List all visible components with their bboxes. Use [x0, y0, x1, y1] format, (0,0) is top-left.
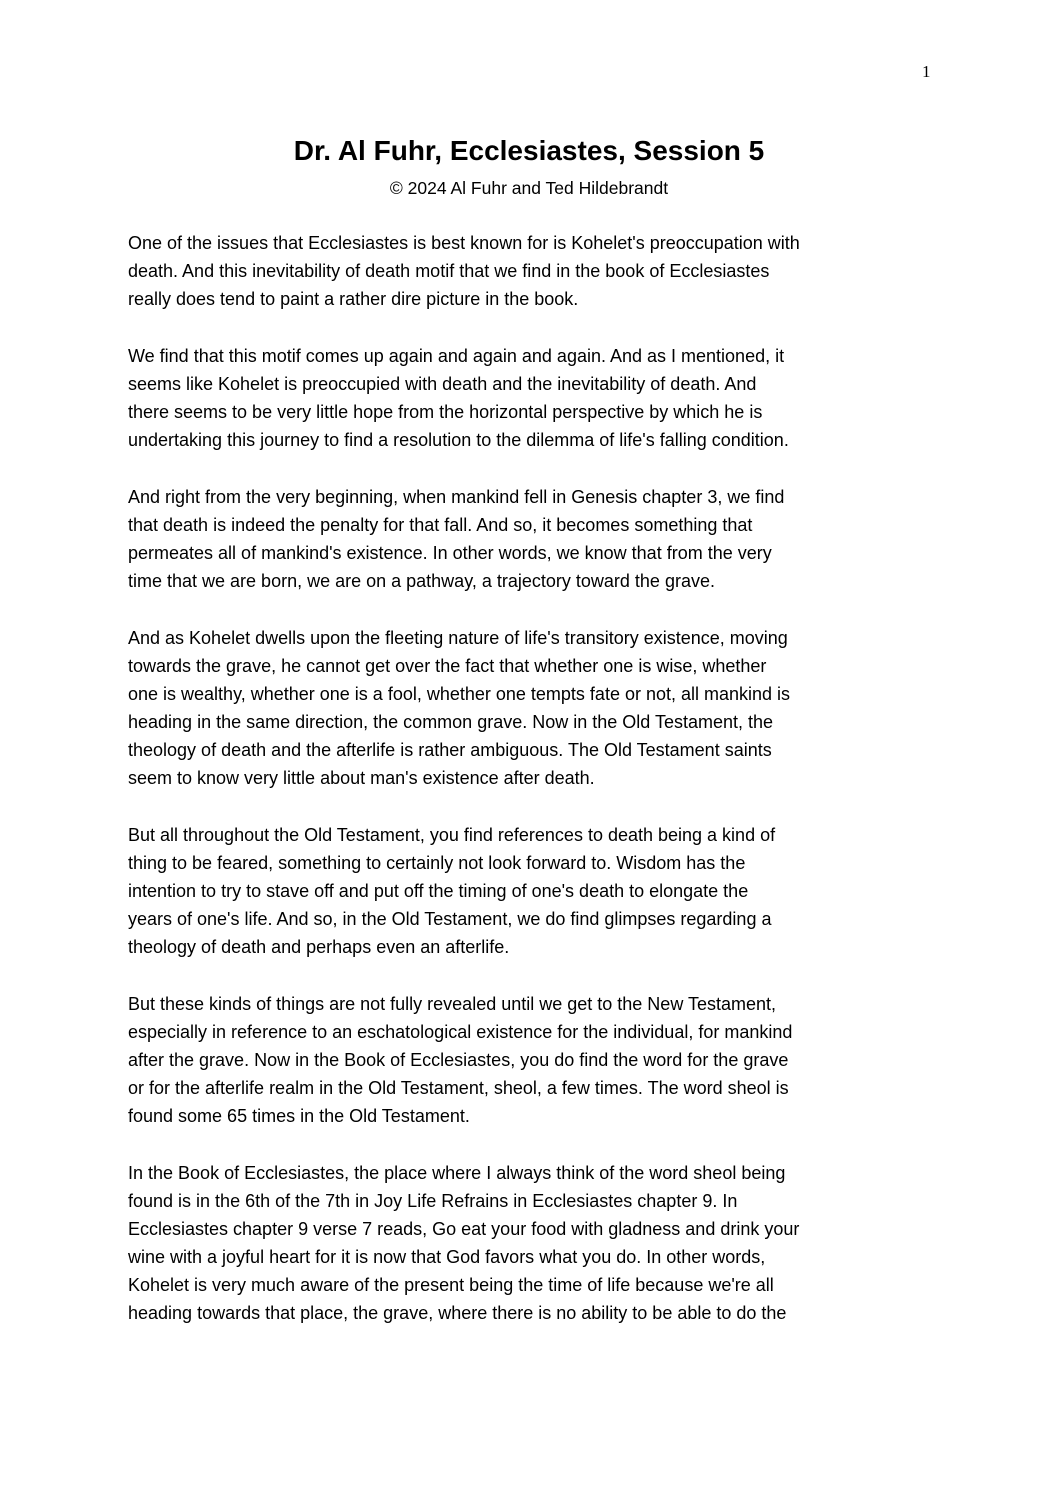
text-line: seem to know very little about man's existence after death.	[128, 768, 595, 788]
text-line: after the grave. Now in the Book of Ecclesiastes, you do find the word for the grave	[128, 1050, 789, 1070]
text-line: heading in the same direction, the common grave. Now in the Old Testament, the	[128, 712, 774, 732]
text-line: found is in the 6th of the 7th in Joy Life Refrains in Ecclesiastes chapter 9. In	[128, 1191, 738, 1211]
text-line: time that we are born, we are on a pathway, a trajectory toward the grave.	[128, 571, 715, 591]
text-line: there seems to be very little hope from the horizontal perspective by which he is	[128, 402, 763, 422]
text-line: We find that this motif comes up again and again and again. And as I mentioned, it	[128, 346, 785, 366]
text-line: found some 65 times in the Old Testament.	[128, 1106, 470, 1126]
text-line: And as Kohelet dwells upon the fleeting nature of life's transitory existence, moving	[128, 628, 788, 648]
text-line: undertaking this journey to find a resolution to the dilemma of life's falling condition.	[128, 430, 789, 450]
text-line: seems like Kohelet is preoccupied with death and the inevitability of death. And	[128, 374, 757, 394]
text-line: And right from the very beginning, when mankind fell in Genesis chapter 3, we find	[128, 487, 785, 507]
paragraph	[128, 1159, 938, 1327]
paragraph	[128, 229, 938, 313]
text-line: heading towards that place, the grave, where there is no ability to be able to do the	[128, 1303, 787, 1323]
text-line: theology of death and the afterlife is rather ambiguous. The Old Testament saints	[128, 740, 772, 760]
text-line: one is wealthy, whether one is a fool, whether one tempts fate or not, all mankind is	[128, 684, 791, 704]
text-line: death. And this inevitability of death motif that we find in the book of Ecclesiastes	[128, 261, 770, 281]
text-line: wine with a joyful heart for it is now that God favors what you do. In other words,	[128, 1247, 766, 1267]
text-line: In the Book of Ecclesiastes, the place where I always think of the word sheol being	[128, 1163, 786, 1183]
text-line: thing to be feared, something to certainly not look forward to. Wisdom has the	[128, 853, 746, 873]
text-line: permeates all of mankind's existence. In other words, we know that from the very	[128, 543, 772, 563]
text-line: intention to try to stave off and put off the timing of one's death to elongate the	[128, 881, 749, 901]
document-body	[128, 229, 938, 1356]
paragraph	[128, 990, 938, 1130]
copyright-line: © 2024 Al Fuhr and Ted Hildebrandt	[389, 178, 669, 198]
text-line: Kohelet is very much aware of the present being the time of life because we're all	[128, 1275, 774, 1295]
text-line: But these kinds of things are not fully revealed until we get to the New Testament,	[128, 994, 777, 1014]
text-line: But all throughout the Old Testament, you find references to death being a kind of	[128, 825, 776, 845]
paragraph	[128, 624, 938, 792]
text-line: theology of death and perhaps even an afterlife.	[128, 937, 510, 957]
page-number: 1	[922, 62, 931, 81]
text-line: years of one's life. And so, in the Old Testament, we do find glimpses regarding a	[128, 909, 772, 929]
text-line: especially in reference to an eschatological existence for the individual, for mankind	[128, 1022, 793, 1042]
text-line: really does tend to paint a rather dire picture in the book.	[128, 289, 579, 309]
text-line: Ecclesiastes chapter 9 verse 7 reads, Go eat your food with gladness and drink your	[128, 1219, 800, 1239]
paragraph	[128, 483, 938, 595]
paragraph	[128, 342, 938, 454]
document-title: Dr. Al Fuhr, Ecclesiastes, Session 5	[293, 135, 765, 166]
text-line: One of the issues that Ecclesiastes is best known for is Kohelet's preoccupation with	[128, 233, 800, 253]
paragraph	[128, 821, 938, 961]
text-line: that death is indeed the penalty for that fall. And so, it becomes something that	[128, 515, 753, 535]
text-line: towards the grave, he cannot get over the fact that whether one is wise, whether	[128, 656, 767, 676]
text-line: or for the afterlife realm in the Old Testament, sheol, a few times. The word sheol is	[128, 1078, 789, 1098]
